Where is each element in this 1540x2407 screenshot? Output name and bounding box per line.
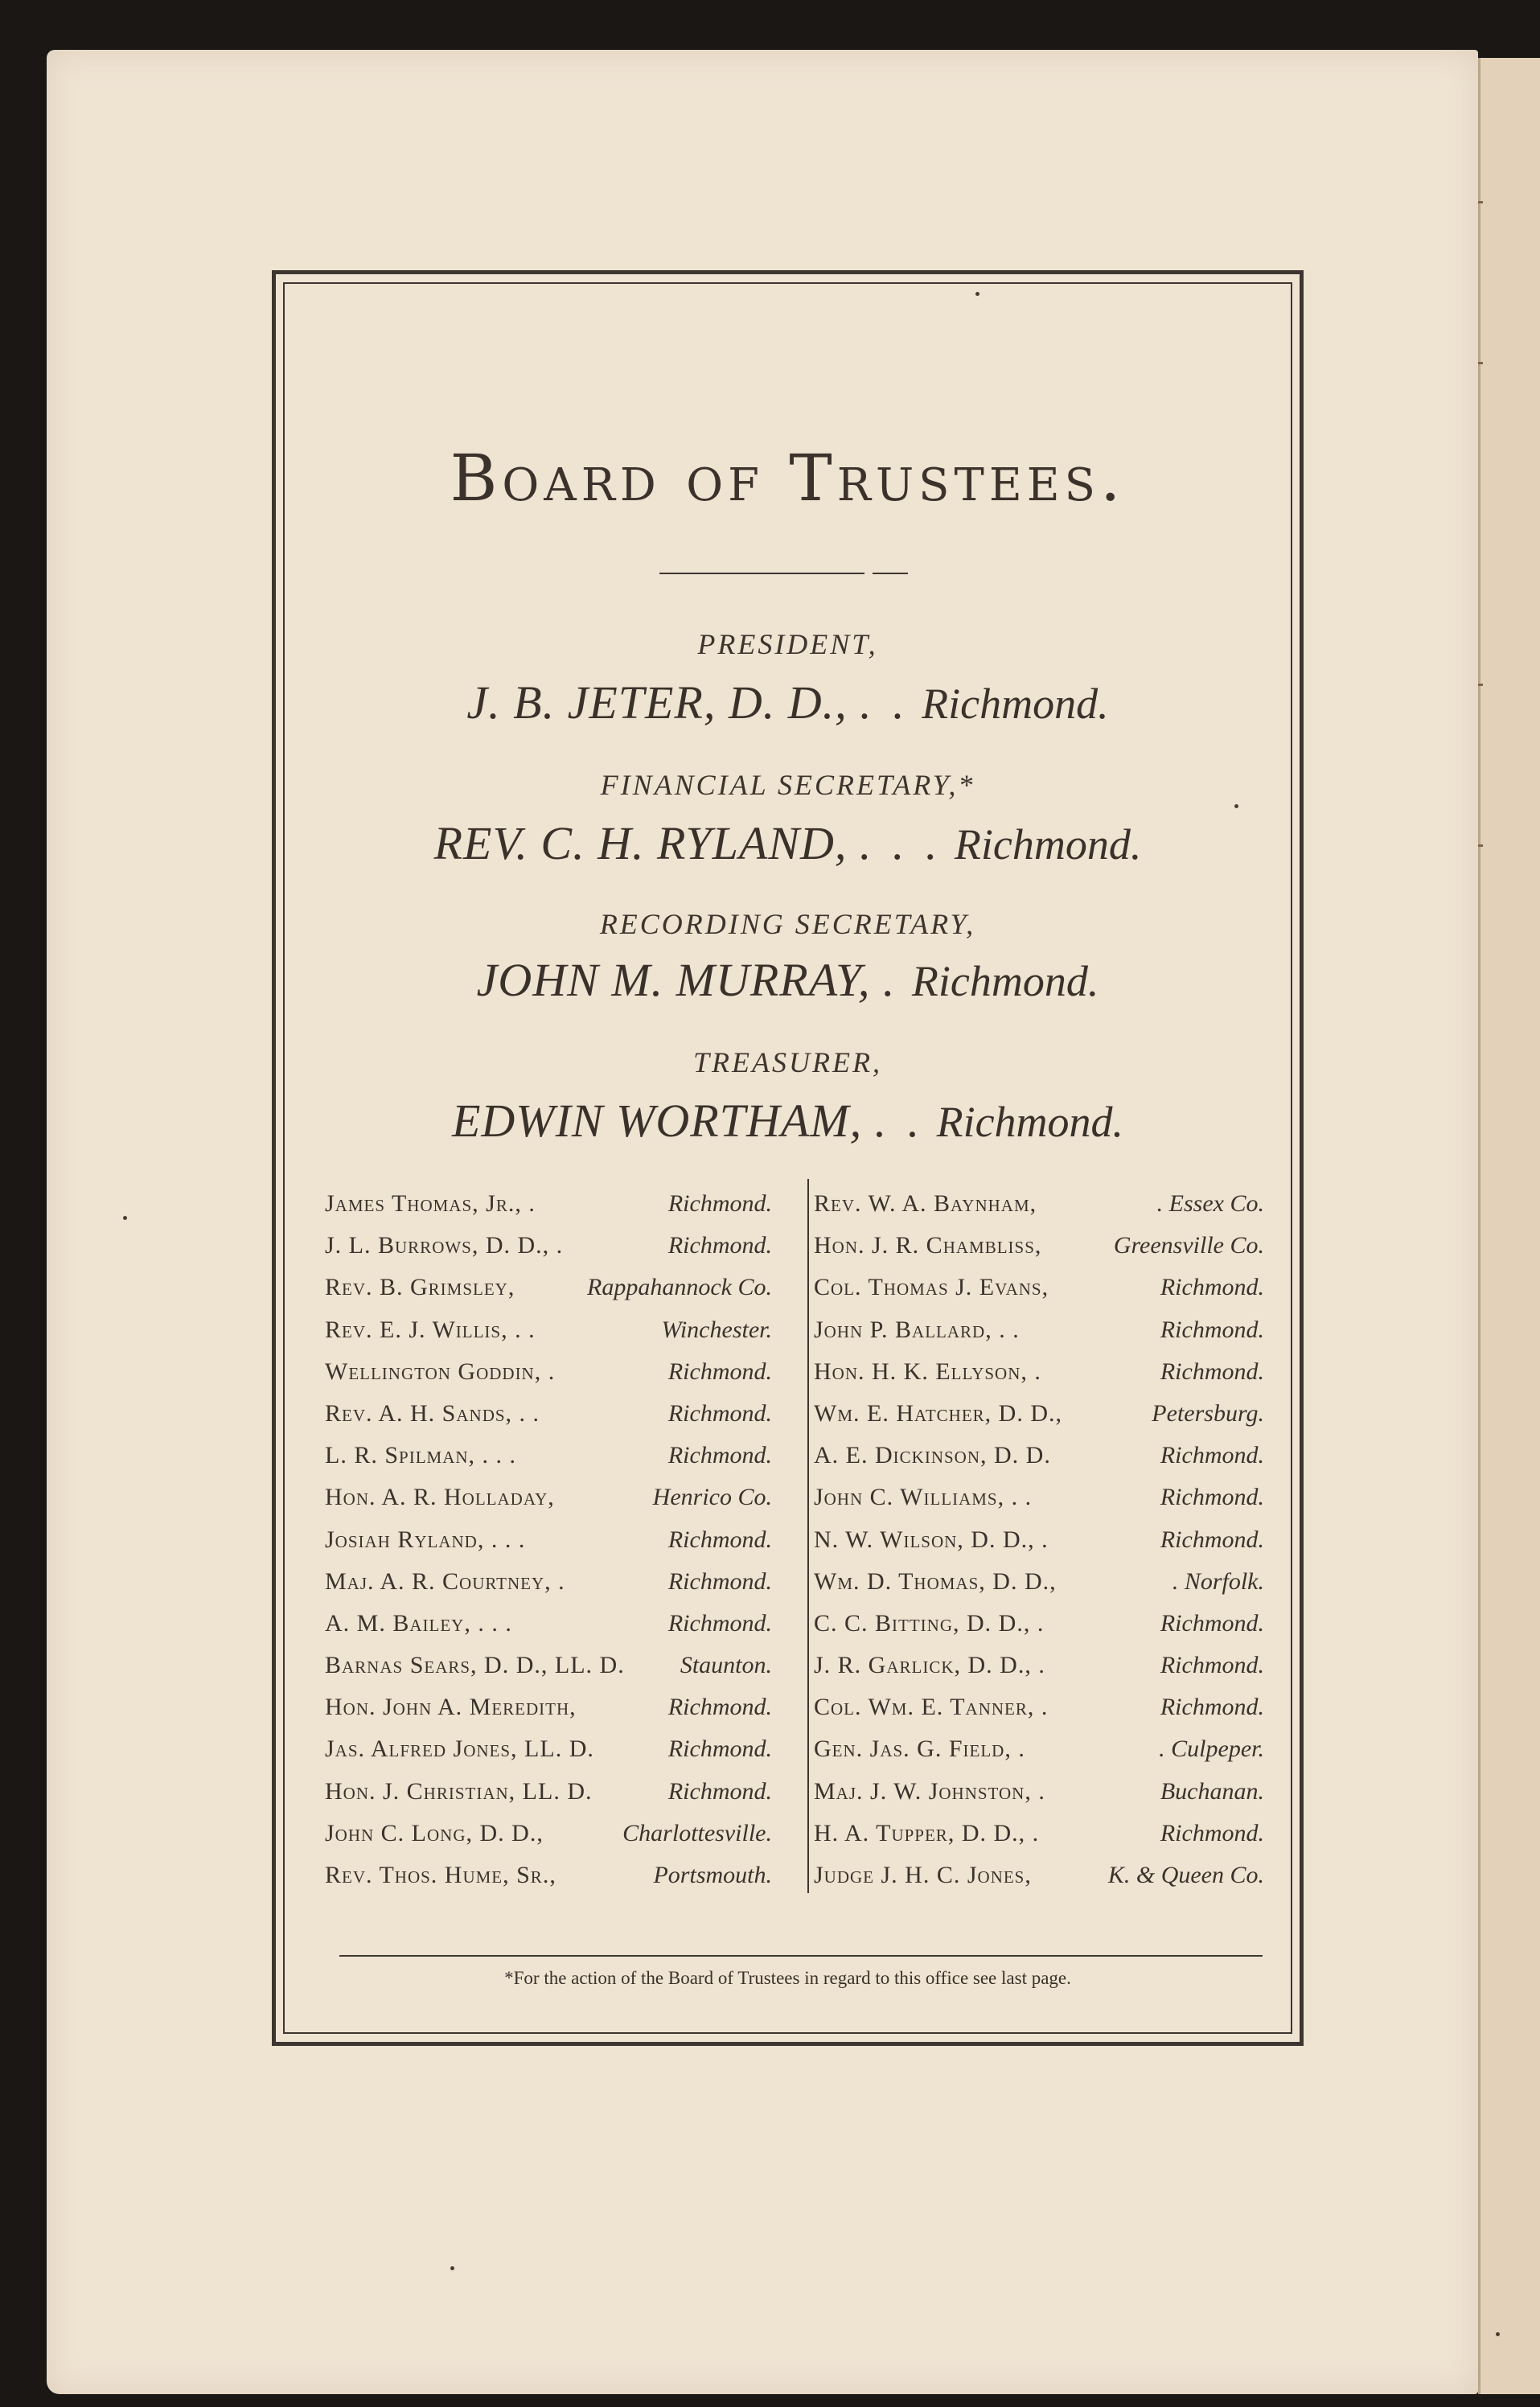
- trustee-row: [325, 1728, 772, 1770]
- trustee-name: Col. Wm. E. Tanner, .: [814, 1694, 1049, 1721]
- officer-name: EDWIN WORTHAM,: [451, 1095, 863, 1147]
- trustee-name: Rev. W. A. Baynham,: [814, 1190, 1037, 1217]
- trustee-place: Richmond.: [1160, 1819, 1264, 1846]
- paper-speck: [1234, 804, 1238, 808]
- trustee-name: L. R. Spilman, . . .: [325, 1442, 517, 1469]
- trustee-place: Richmond.: [667, 1190, 772, 1217]
- trustee-name: Hon. J. R. Chambliss,: [814, 1232, 1042, 1259]
- trustee-row: [325, 1225, 772, 1267]
- trustee-row: [325, 1519, 772, 1561]
- trustee-name: Barnas Sears, D. D., LL. D.: [325, 1652, 625, 1679]
- officer-name: REV. C. H. RYLAND,: [433, 817, 848, 869]
- leader-dots: . .: [874, 1095, 925, 1147]
- trustee-place: Charlottesville.: [622, 1819, 772, 1846]
- footnote: *For the action of the Board of Trustees in regard to this office see last page.: [504, 1968, 1071, 1988]
- trustee-row: [814, 1309, 1264, 1351]
- trustee-place: Richmond.: [1160, 1316, 1264, 1343]
- trustees-right-column: [814, 1183, 1264, 1896]
- trustee-place: Richmond.: [667, 1358, 772, 1385]
- trustee-place: Greensville Co.: [1113, 1232, 1264, 1259]
- trustee-place: Richmond.: [1160, 1694, 1264, 1721]
- officer-name: JOHN M. MURRAY,: [476, 954, 871, 1006]
- trustee-row: [814, 1435, 1264, 1477]
- trustee-name: Rev. Thos. Hume, Sr.,: [325, 1862, 556, 1888]
- trustee-place: Richmond.: [667, 1694, 772, 1721]
- trustee-name: N. W. Wilson, D. D., .: [814, 1526, 1049, 1553]
- trustee-row: [325, 1309, 772, 1351]
- trustee-name: John P. Ballard, . .: [814, 1316, 1020, 1343]
- trustee-row: [814, 1183, 1264, 1225]
- trustee-place: . Culpeper.: [1159, 1735, 1264, 1763]
- trustee-row: [814, 1813, 1264, 1855]
- trustee-row: [814, 1603, 1264, 1645]
- trustee-row: [325, 1351, 772, 1393]
- trustee-name: Hon. John A. Meredith,: [325, 1694, 577, 1721]
- paper-speck: [1496, 2332, 1500, 2336]
- trustee-name: Wm. D. Thomas, D. D.,: [814, 1567, 1057, 1595]
- trustee-place: Richmond.: [667, 1567, 772, 1595]
- office-president: PRESIDENT,: [697, 628, 878, 660]
- trustee-row: [814, 1686, 1264, 1728]
- leader-dots: . .: [860, 676, 910, 729]
- trustee-name: Jas. Alfred Jones, LL. D.: [325, 1735, 594, 1763]
- trustee-name: James Thomas, Jr., .: [325, 1190, 536, 1217]
- trustee-place: Richmond.: [667, 1735, 772, 1763]
- officer-treasurer: [283, 1094, 1292, 1148]
- trustee-name: Josiah Ryland, . . .: [325, 1526, 526, 1553]
- leader-dots: .: [882, 954, 900, 1006]
- trustee-row: [325, 1393, 772, 1435]
- trustee-row: [814, 1477, 1264, 1518]
- office-treasurer: TREASURER,: [693, 1046, 882, 1078]
- officer-recording-secretary: [283, 953, 1292, 1007]
- trustee-place: Staunton.: [680, 1652, 772, 1679]
- trustee-place: Richmond.: [667, 1777, 772, 1805]
- trustee-name: Rev. B. Grimsley,: [325, 1274, 515, 1301]
- leader-dots: . . .: [859, 817, 942, 869]
- officer-place: Richmond.: [954, 820, 1142, 869]
- page-title: Board of Trustees.: [450, 441, 1126, 515]
- trustee-row: [325, 1813, 772, 1855]
- office-recording-secretary: RECORDING SECRETARY,: [599, 908, 976, 940]
- trustee-row: [325, 1183, 772, 1225]
- trustee-place: Rappahannock Co.: [587, 1274, 772, 1301]
- trustee-row: [325, 1603, 772, 1645]
- trustee-place: Petersburg.: [1152, 1399, 1264, 1427]
- officer-president: [283, 676, 1292, 729]
- trustee-name: J. R. Garlick, D. D., .: [814, 1652, 1045, 1679]
- officer-place: Richmond.: [936, 1098, 1124, 1146]
- trustee-place: Richmond.: [667, 1232, 772, 1259]
- trustee-place: Richmond.: [1160, 1652, 1264, 1679]
- footnote-rule: [339, 1955, 1263, 1957]
- trustee-row: [814, 1855, 1264, 1896]
- trustee-name: Hon. A. R. Holladay,: [325, 1484, 555, 1511]
- trustee-name: Wm. E. Hatcher, D. D.,: [814, 1399, 1062, 1427]
- trustee-name: A. M. Bailey, . . .: [325, 1609, 512, 1637]
- trustee-row: [325, 1855, 772, 1896]
- adjacent-page-edge: [1478, 58, 1540, 2394]
- trustee-place: Richmond.: [1160, 1609, 1264, 1637]
- trustee-place: . Norfolk.: [1172, 1567, 1264, 1595]
- trustee-row: [814, 1561, 1264, 1603]
- trustee-row: [325, 1477, 772, 1518]
- trustee-row: [814, 1645, 1264, 1686]
- trustee-name: C. C. Bitting, D. D., .: [814, 1609, 1045, 1637]
- trustee-name: H. A. Tupper, D. D., .: [814, 1819, 1040, 1846]
- trustee-row: [814, 1267, 1264, 1308]
- trustee-place: Richmond.: [667, 1442, 772, 1469]
- trustee-row: [325, 1561, 772, 1603]
- trustee-place: Richmond.: [1160, 1274, 1264, 1301]
- trustee-name: Judge J. H. C. Jones,: [814, 1862, 1032, 1888]
- trustee-name: Col. Thomas J. Evans,: [814, 1274, 1049, 1301]
- paper-speck: [975, 292, 979, 296]
- trustees-left-column: [325, 1183, 772, 1896]
- trustee-row: [325, 1267, 772, 1308]
- column-divider: [807, 1179, 809, 1893]
- trustee-row: [325, 1645, 772, 1686]
- trustee-name: Maj. J. W. Johnston, .: [814, 1777, 1045, 1805]
- trustee-place: Henrico Co.: [652, 1484, 772, 1511]
- trustee-name: Wellington Goddin, .: [325, 1358, 556, 1385]
- trustee-place: Richmond.: [667, 1526, 772, 1553]
- officer-place: Richmond.: [911, 957, 1099, 1005]
- trustee-name: Rev. E. J. Willis, . .: [325, 1316, 536, 1343]
- trustee-row: [814, 1771, 1264, 1813]
- trustee-place: Buchanan.: [1160, 1777, 1264, 1805]
- trustee-place: Richmond.: [667, 1399, 772, 1427]
- trustee-place: Richmond.: [667, 1609, 772, 1637]
- trustee-row: [325, 1435, 772, 1477]
- officer-financial-secretary: [283, 816, 1292, 870]
- trustee-place: K. & Queen Co.: [1107, 1862, 1264, 1888]
- trustee-place: . Essex Co.: [1156, 1190, 1264, 1217]
- title-rule-end: [873, 573, 908, 574]
- trustee-place: Winchester.: [661, 1316, 772, 1343]
- trustee-row: [814, 1728, 1264, 1770]
- trustee-row: [814, 1225, 1264, 1267]
- trustee-row: [814, 1351, 1264, 1393]
- trustee-name: Hon. H. K. Ellyson, .: [814, 1358, 1041, 1385]
- office-financial-secretary: FINANCIAL SECRETARY,*: [600, 769, 975, 801]
- trustee-row: [814, 1393, 1264, 1435]
- trustee-row: [325, 1686, 772, 1728]
- trustee-place: Richmond.: [1160, 1442, 1264, 1469]
- trustee-place: Richmond.: [1160, 1526, 1264, 1553]
- title-rule: [659, 573, 864, 574]
- trustee-name: John C. Williams, . .: [814, 1484, 1033, 1511]
- trustee-name: Maj. A. R. Courtney, .: [325, 1567, 565, 1595]
- trustee-name: Hon. J. Christian, LL. D.: [325, 1777, 593, 1805]
- trustee-name: J. L. Burrows, D. D., .: [325, 1232, 564, 1259]
- trustee-name: A. E. Dickinson, D. D.: [814, 1442, 1051, 1469]
- trustee-name: Rev. A. H. Sands, . .: [325, 1399, 540, 1427]
- trustee-name: Gen. Jas. G. Field, .: [814, 1735, 1025, 1763]
- trustee-row: [325, 1771, 772, 1813]
- officer-name: J. B. JETER, D. D.,: [466, 676, 848, 729]
- trustee-row: [814, 1519, 1264, 1561]
- trustee-name: John C. Long, D. D.,: [325, 1819, 544, 1846]
- officer-place: Richmond.: [922, 680, 1109, 728]
- paper-speck: [450, 2266, 454, 2270]
- trustee-place: Portsmouth.: [653, 1862, 772, 1888]
- trustee-place: Richmond.: [1160, 1484, 1264, 1511]
- trustee-place: Richmond.: [1160, 1358, 1264, 1385]
- paper-speck: [123, 1216, 127, 1220]
